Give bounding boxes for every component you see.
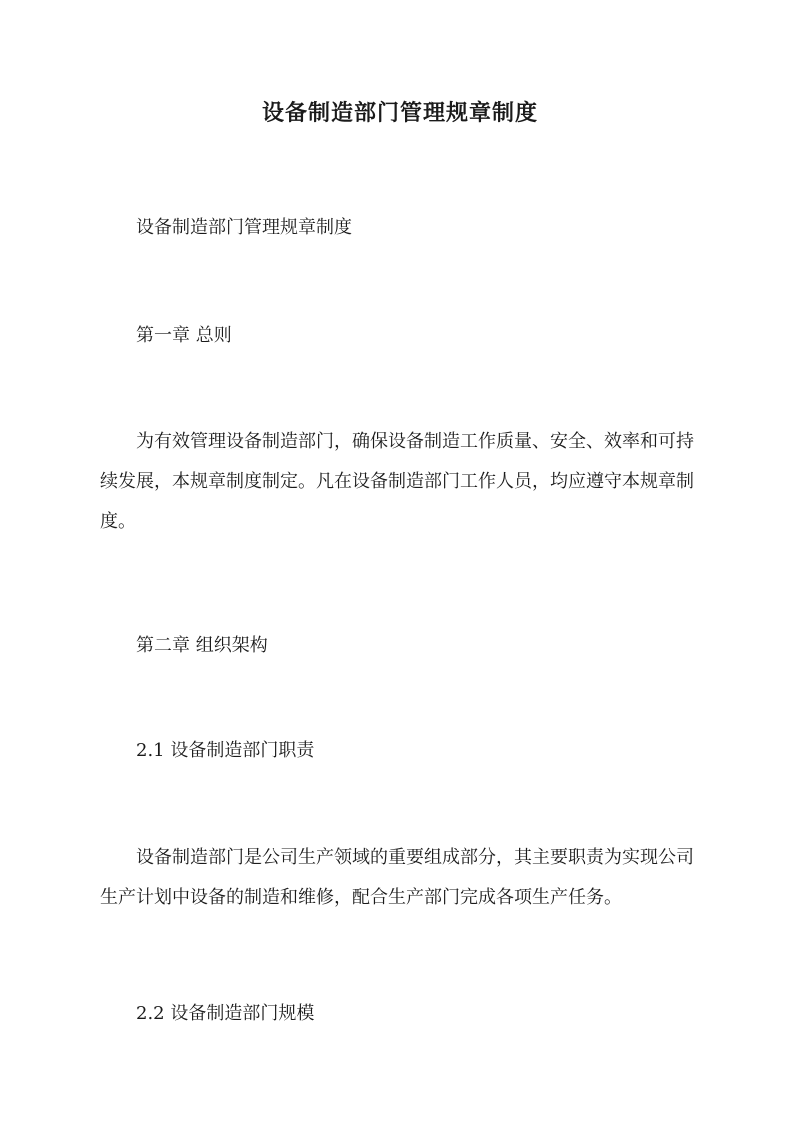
chapter-2-heading: 第二章 组织架构 <box>136 635 268 656</box>
section-2-2-heading: 2.2 设备制造部门规模 <box>136 1003 315 1024</box>
section-2-1-heading: 2.1 设备制造部门职责 <box>136 740 315 761</box>
paragraph-heading-repeat: 设备制造部门管理规章制度 <box>136 217 352 238</box>
paragraph-responsibilities: 设备制造部门是公司生产领域的重要组成部分，其主要职责为实现公司生产计划中设备的制造和维修，配合生产部门完成各项生产任务。 <box>100 847 694 908</box>
paragraph-general: 为有效管理设备制造部门，确保设备制造工作质量、安全、效率和可持续发展，本规章制度制定。凡在设备制造部门工作人员，均应遵守本规章制度。 <box>100 431 694 532</box>
document-title: 设备制造部门管理规章制度 <box>261 100 538 126</box>
chapter-1-heading: 第一章 总则 <box>136 325 232 346</box>
